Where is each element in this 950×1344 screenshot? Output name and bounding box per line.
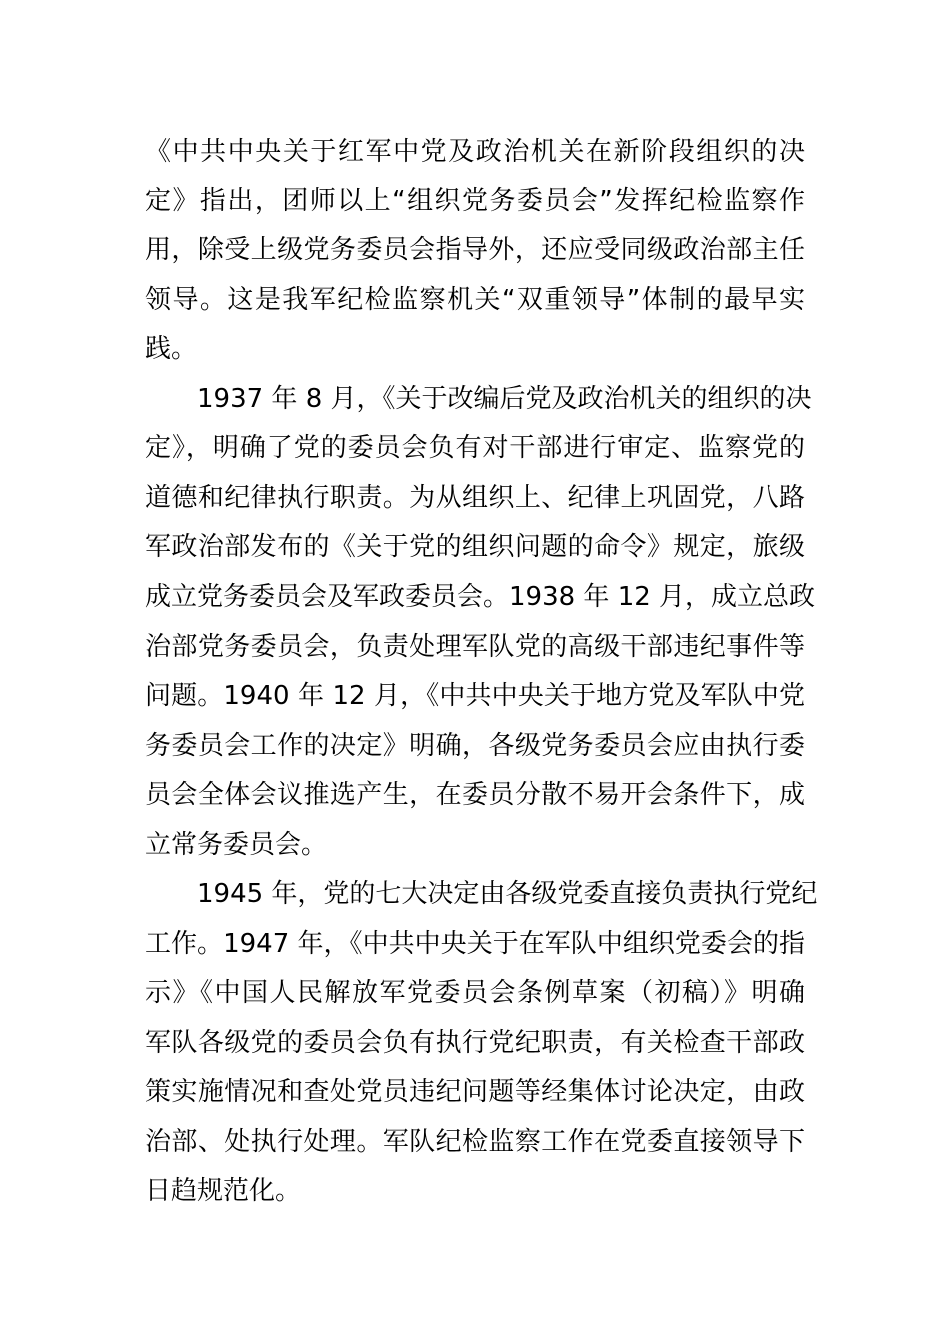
paragraph-2-line-2: 定》，明确了党的委员会负有对干部进行审定、监察党的 [145, 433, 805, 463]
paragraph-3-line-4: 军队各级党的委员会负有执行党纪职责，有关检查干部政 [145, 1028, 805, 1058]
paragraph-2-line-8: 务委员会工作的决定》明确，各级党务委员会应由执行委 [145, 731, 805, 761]
paragraph-2-line-6: 治部党务委员会，负责处理军队党的高级干部违纪事件等 [145, 632, 805, 662]
paragraph-2-line-4: 军政治部发布的《关于党的组织问题的命令》规定，旅级 [145, 532, 805, 562]
paragraph-3-line-3: 示》《中国人民解放军党委员会条例草案（初稿）》明确 [145, 978, 805, 1008]
paragraph-2-line-9: 员会全体会议推选产生，在委员分散不易开会条件下，成 [145, 780, 805, 810]
paragraph-3-line-2: 工作。1947 年，《中共中央关于在军队中组织党委会的指 [145, 929, 805, 959]
paragraph-3-line-6: 治部、处执行处理。军队纪检监察工作在党委直接领导下 [145, 1127, 805, 1157]
paragraph-2-line-7: 问题。1940 年 12 月，《中共中央关于地方党及军队中党 [145, 681, 805, 711]
paragraph-1-line-4: 领导。这是我军纪检监察机关“双重领导”体制的最早实 [145, 285, 805, 315]
paragraph-1-line-5: 践。 [145, 334, 198, 364]
paragraph-2-line-1: 1937 年 8 月，《关于改编后党及政治机关的组织的决 [197, 384, 812, 414]
paragraph-1-line-3: 用，除受上级党务委员会指导外，还应受同级政治部主任 [145, 235, 805, 265]
paragraph-2-line-5: 成立党务委员会及军政委员会。1938 年 12 月，成立总政 [145, 582, 816, 612]
paragraph-3-line-7: 日趋规范化。 [145, 1176, 302, 1206]
paragraph-3-line-1: 1945 年，党的七大决定由各级党委直接负责执行党纪 [197, 879, 818, 909]
paragraph-1-line-1: 《中共中央关于红军中党及政治机关在新阶段组织的决 [145, 137, 805, 167]
paragraph-2-line-3: 道德和纪律执行职责。为从组织上、纪律上巩固党，八路 [145, 483, 805, 513]
paragraph-3-line-5: 策实施情况和查处党员违纪问题等经集体讨论决定，由政 [145, 1077, 805, 1107]
paragraph-2-line-10: 立常务委员会。 [145, 830, 328, 860]
paragraph-1-line-2: 定》指出，团师以上“组织党务委员会”发挥纪检监察作 [145, 186, 805, 216]
